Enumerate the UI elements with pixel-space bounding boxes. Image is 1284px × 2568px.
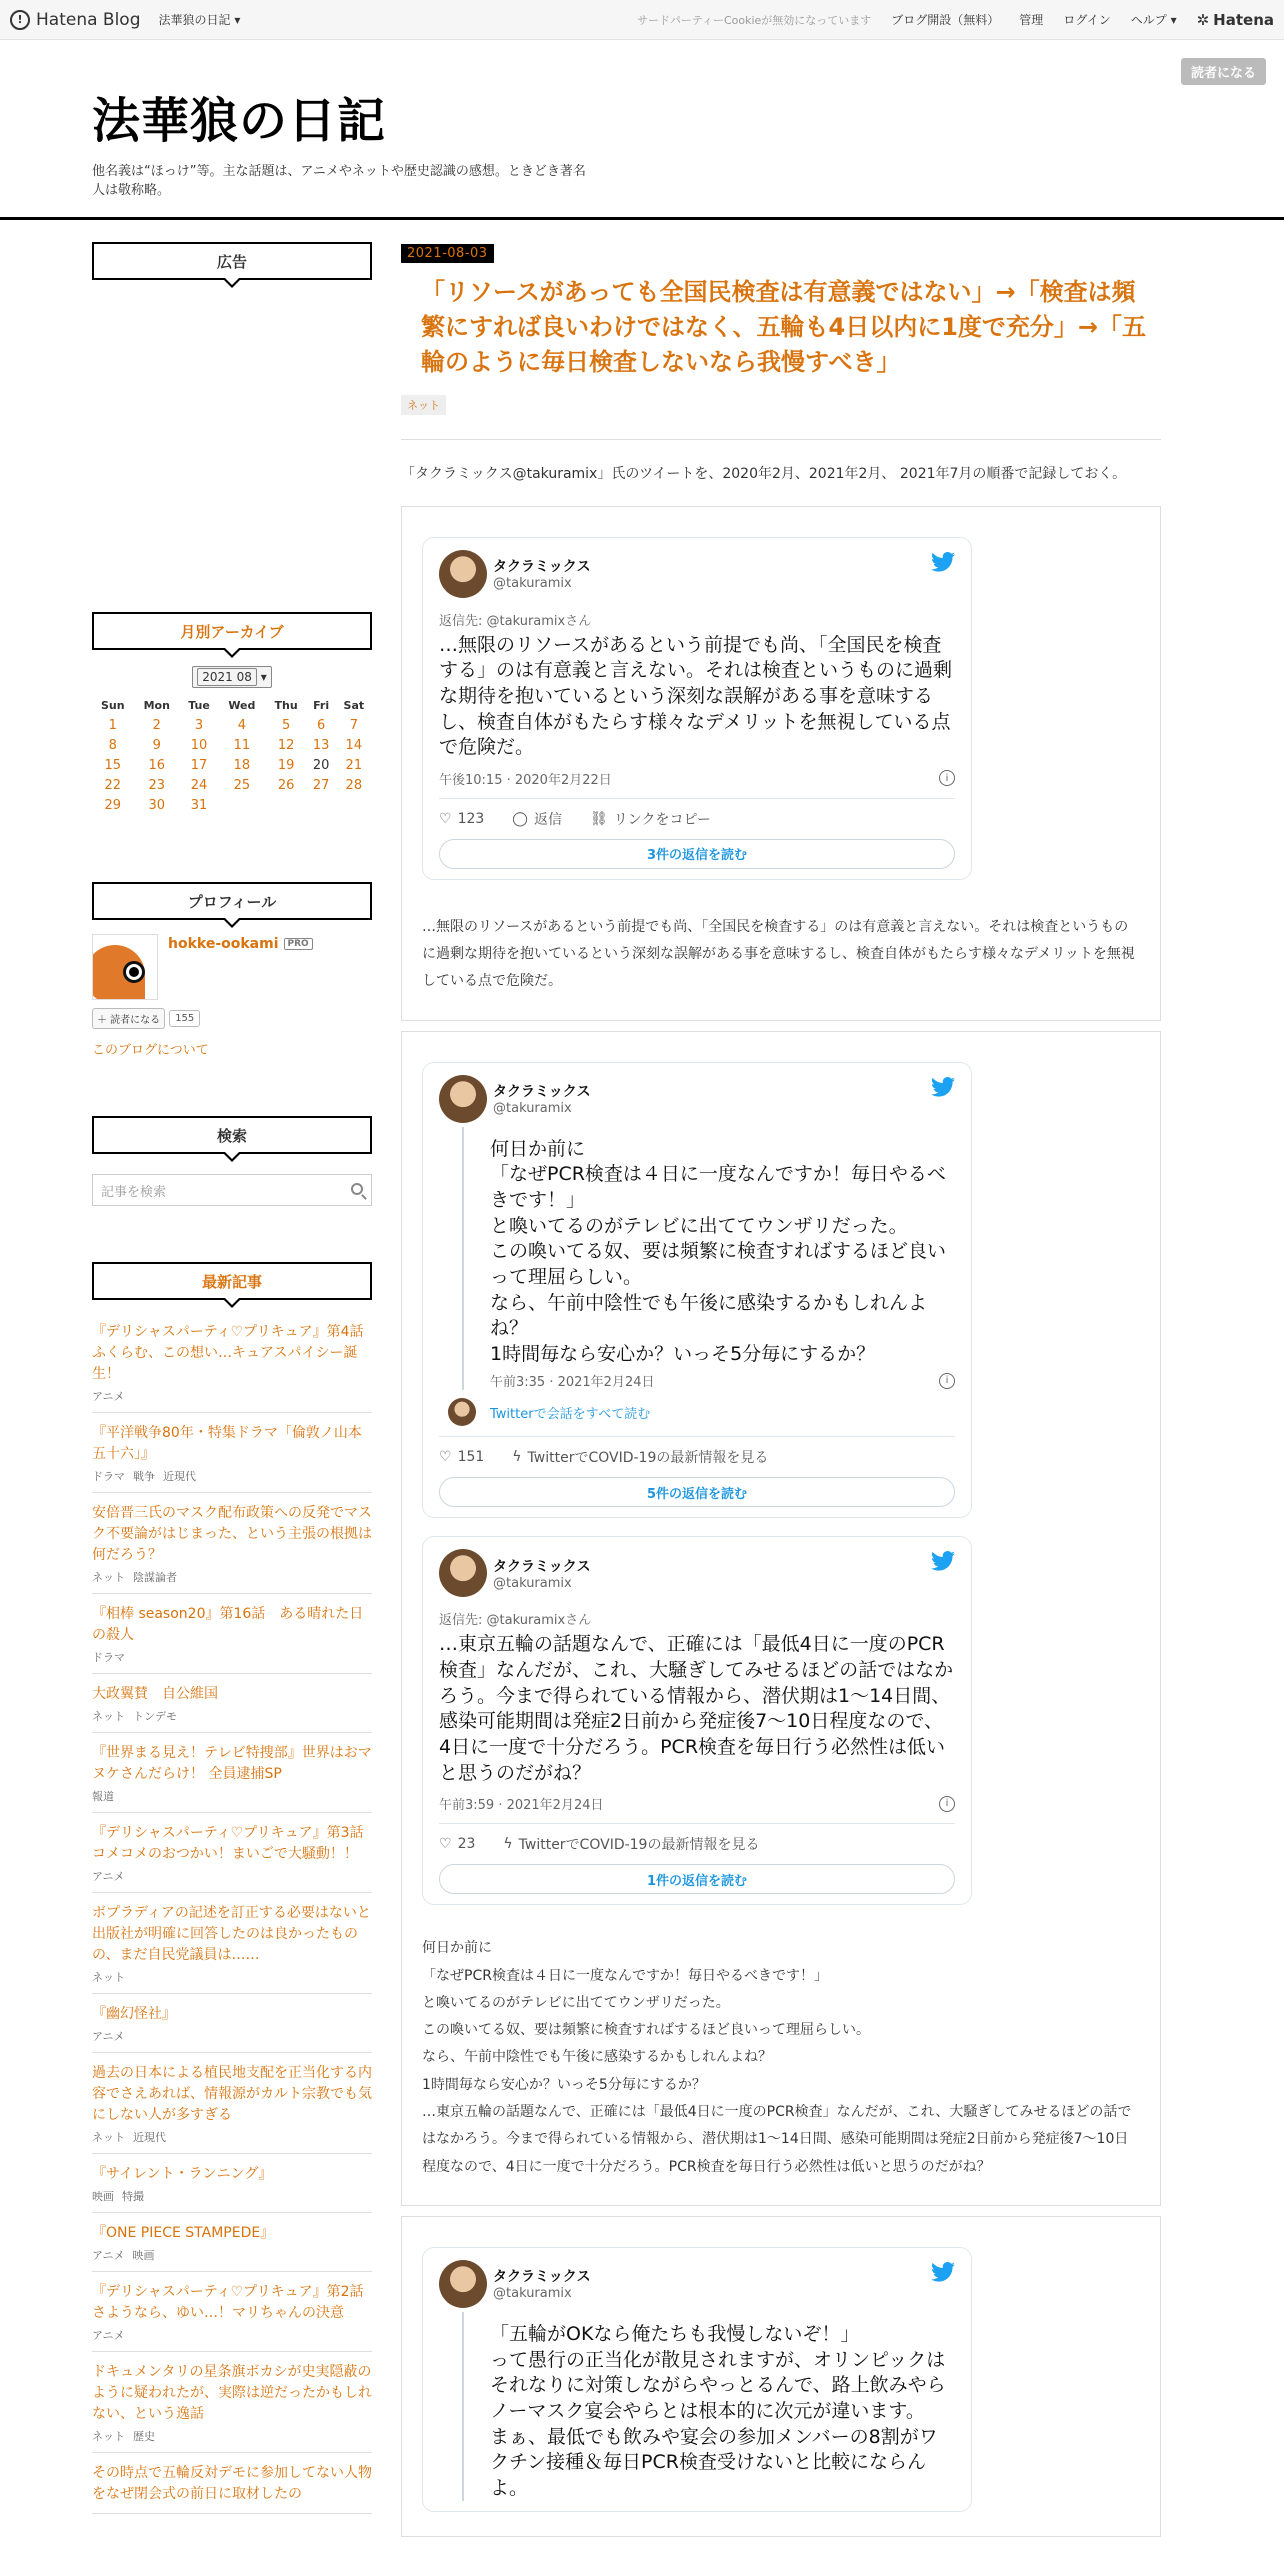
category-link[interactable]: ドラマ (92, 1470, 125, 1483)
recent-entry-link[interactable]: 大政翼賛 自公維国 (92, 1686, 218, 1702)
covid-info-label: TwitterでCOVID-19の最新情報を見る (527, 1450, 769, 1467)
tweet-author-name[interactable]: タクラミックス (493, 1084, 591, 1101)
tweet-thread (462, 2312, 955, 2501)
tweet-timestamp[interactable]: 午前3:35 · 2021年2月24日 (490, 1375, 655, 1391)
tweet-avatar[interactable] (439, 1075, 487, 1123)
tweet-quote-text: 何日か前に 「なぜPCR検査は４日に一度なんですか！毎日やるべきです！」 と喚いてるのがテレビに出ててウンザリだった。 この喚いてる奴、要は頻繁に検査すればするほど良いって理屈らしい。 なら、午前中陰性でも午後に感染するかもしれんよね？ 1時間毎なら安心か？いっそ5分毎にするか？ …東京五輪の話題なんで、正確には「最低4日に一度のPCR検査」なんだが、これ、大騒ぎしてみせるほどの話ではなかろう。今まで得られている情報から、潜伏期は1～14日間、感染可能期間は発症2日前から発症後7～10日程度なので、4日に一度で十分だろう。PCR検査を毎日行う必然性は低いと思うのだがね？ (422, 1940, 1132, 2175)
recent-entry-categories (92, 2327, 372, 2343)
tweet-author-handle[interactable]: @takuramix (493, 1101, 572, 1117)
calendar-weekday: Tue (188, 699, 210, 712)
copy-link-label: リンクをコピー (613, 811, 711, 828)
recent-entry-link[interactable]: 『世界まる見え！テレビ特捜部』世界はおマヌケさんだらけ！ 全員逮捕SP (92, 1745, 372, 1782)
info-icon[interactable]: i (939, 770, 955, 786)
recent-entry-categories (92, 1969, 372, 1985)
tweet-thread (462, 1127, 955, 1391)
tweet-author-name[interactable]: タクラミックス (493, 559, 591, 576)
recent-entry-categories (92, 2188, 372, 2204)
recent-entry-link[interactable]: 『デリシャスパーティ♡プリキュア』第4話 ふくらむ、この想い…キュアスパイシー誕生！ (92, 1324, 378, 1382)
archive-select-wrap (92, 666, 372, 688)
tweet-reply-to[interactable]: 返信先: @takuramixさん (439, 613, 592, 629)
category-link[interactable]: アニメ (92, 2249, 125, 2262)
like-action[interactable] (439, 811, 484, 827)
recent-entry-link[interactable]: 安倍晋三氏のマスク配布政策への反発でマスク不要論がはじまった、という主張の根拠は何だろう？ (92, 1505, 372, 1563)
open-blog-link[interactable]: ブログ開設（無料） (891, 13, 1000, 27)
tweet-avatar[interactable] (439, 2260, 487, 2308)
recent-entry-categories (92, 2129, 372, 2145)
quote-block (401, 1031, 1161, 2206)
category-link[interactable]: ネット (92, 1971, 125, 1984)
twitter-bird-icon[interactable] (931, 552, 955, 572)
calendar-day[interactable]: 6 (316, 717, 326, 733)
recent-entry-categories (92, 1569, 372, 1585)
caret-down-icon: ▾ (234, 13, 241, 27)
calendar-weekday: Thu (274, 699, 298, 712)
quote-block (401, 2216, 1161, 2537)
global-header-right (637, 11, 1274, 29)
copy-link-action[interactable] (590, 809, 711, 829)
list-item (92, 1413, 372, 1493)
hatena-link[interactable] (1197, 11, 1274, 29)
calendar-day[interactable]: 9 (152, 737, 161, 753)
calendar-day[interactable]: 2 (152, 717, 161, 733)
tweet-quote-text: …無限のリソースがあるという前提でも尚、「全国民を検査する」のは有意義と言えない。それは検査というものに過剰な期待を抱いているという深刻な誤解がある事を意味するし、検査自体がもたらす様々なデメリットを無視している点で危険だ。 (422, 918, 1135, 990)
subscribe-button[interactable]: 読者になる (1181, 58, 1266, 85)
profile-module-title: プロフィール (92, 882, 372, 920)
calendar-day[interactable]: 12 (277, 737, 295, 753)
recent-entry-categories (92, 1788, 372, 1804)
calendar-day[interactable]: 22 (104, 777, 122, 793)
calendar-day[interactable]: 19 (277, 757, 295, 773)
covid-info-action[interactable] (512, 1447, 768, 1467)
profile-card (92, 934, 372, 1000)
tweet-author-name[interactable]: タクラミックス (493, 2269, 591, 2286)
list-item (92, 1994, 372, 2053)
hatena-blog-logo[interactable] (10, 10, 141, 30)
heart-icon: ♡ (439, 1449, 452, 1466)
reply-action[interactable] (512, 809, 562, 829)
covid-info-action[interactable] (503, 1834, 759, 1854)
twitter-bird-icon[interactable] (931, 1077, 955, 1097)
tweet-author-handle[interactable]: @takuramix (493, 1575, 572, 1591)
help-menu[interactable] (1131, 11, 1177, 28)
heart-icon: ♡ (439, 810, 452, 827)
recent-entry-categories (92, 1708, 372, 1724)
recent-entry-link[interactable]: その時点で五輪反対デモに参加してない人物をなぜ閉会式の前日に取材したの (92, 2465, 372, 2502)
category-link[interactable]: アニメ (92, 2329, 125, 2342)
recent-entry-link[interactable]: 『デリシャスパーティ♡プリキュア』第3話 コメコメのおつかい！まいごで大騒動！！ (92, 1825, 378, 1862)
tweet-mini-avatar (448, 1398, 476, 1426)
list-item (92, 2352, 372, 2453)
archive-module (92, 612, 372, 815)
recent-entry-categories (92, 1649, 372, 1665)
search-module-title: 検索 (92, 1116, 372, 1154)
search-placeholder: 記事を検索 (101, 1184, 167, 1200)
calendar-day (336, 795, 372, 815)
embedded-tweet[interactable] (422, 2247, 972, 2512)
calendar-weekday: Mon (143, 699, 170, 712)
list-item (92, 2213, 372, 2272)
recent-entry-categories (92, 2247, 372, 2263)
calendar-weekday: Wed (228, 699, 256, 712)
main-article (401, 220, 1161, 2537)
ad-module (92, 242, 372, 280)
category-link[interactable]: 近現代 (133, 2131, 166, 2144)
recent-entry-categories (92, 1388, 372, 1404)
embedded-tweet[interactable] (422, 1536, 972, 1905)
tweet-author-handle[interactable]: @takuramix (493, 2286, 572, 2302)
like-action[interactable] (439, 1449, 484, 1465)
list-item (92, 2453, 372, 2514)
calendar-day[interactable]: 3 (194, 717, 204, 733)
tweet-avatar[interactable] (439, 550, 487, 598)
recent-entry-link[interactable]: ドキュメンタリの星条旗ボカシが史実隠蔽のように疑われたが、実際は逆だったかもしれない、という逸話 (92, 2364, 372, 2422)
recent-entry-link[interactable]: 『デリシャスパーティ♡プリキュア』第2話 さようなら、ゆい…！マリちゃんの決意 (92, 2284, 378, 2321)
calendar-day[interactable]: 29 (104, 797, 122, 813)
list-item (92, 2053, 372, 2154)
tweet-avatar[interactable] (439, 1549, 487, 1597)
category-link[interactable]: ドラマ (92, 1651, 125, 1664)
blog-name-text: 法華狼の日記 (158, 13, 231, 27)
calendar-weekday: Fri (313, 699, 330, 712)
blog-description: 他名義は“ほっけ”等。主な話題は、アニメやネットや歴史認識の感想。ときどき著名人は敬称略。 (92, 164, 586, 198)
about-blog-link[interactable]: このブログについて (92, 1043, 209, 1058)
calendar-day[interactable]: 14 (345, 737, 363, 753)
list-item (92, 1733, 372, 1813)
calendar-day[interactable]: 15 (104, 757, 122, 773)
tweet-timestamp[interactable]: 午後10:15 · 2020年2月22日 (439, 772, 612, 788)
recent-entry-link[interactable]: 『平洋戦争80年・特集ドラマ「倫敦ノ山本五十六」』 (92, 1425, 362, 1462)
calendar-day[interactable]: 4 (237, 717, 246, 733)
twitter-bird-icon[interactable] (931, 2262, 955, 2282)
pro-badge: PRO (284, 938, 313, 950)
covid-info-label: TwitterでCOVID-19の最新情報を見る (518, 1837, 760, 1854)
recent-entry-categories (92, 1868, 372, 1884)
calendar-day[interactable]: 21 (345, 757, 363, 773)
entry-divider (401, 439, 1161, 440)
category-link[interactable]: アニメ (92, 2030, 125, 2043)
global-header (0, 0, 1284, 40)
search-module (92, 1116, 372, 1206)
read-conversation-link[interactable] (439, 1398, 955, 1426)
recent-module (92, 1262, 378, 2514)
subscriber-count[interactable]: 155 (169, 1010, 200, 1027)
calendar-day: 20 (312, 757, 330, 773)
calendar-day[interactable]: 11 (233, 737, 251, 753)
like-count: 123 (457, 810, 485, 827)
tweet-separator (439, 1436, 955, 1437)
category-link[interactable]: 戦争 (133, 1470, 155, 1483)
category-link[interactable]: 近現代 (163, 1470, 196, 1483)
tweet-author-name[interactable]: タクラミックス (493, 1558, 591, 1575)
profile-avatar[interactable] (92, 934, 158, 1000)
archive-module-title: 月別アーカイブ (92, 612, 372, 650)
tweet-text: 何日か前に 「なぜPCR検査は４日に一度なんですか！毎日やるべきです！」 と喚いてるのがテレビに出ててウンザリだった。 この喚いてる奴、要は頻繁に検査すればするほど良いって理屈らしい。 なら、午前中陰性でも午後に感染するかもしれんよね？ 1時間毎なら安心か？いっそ5分毎にするか？ (490, 1137, 947, 1365)
calendar-day[interactable]: 17 (190, 757, 208, 773)
profile-module (92, 882, 372, 1058)
like-count: 23 (457, 1836, 476, 1853)
entry-intro: 「タクラミックス@takuramix」氏のツイートを、2020年2月、2021年2月、 2021年7月の順番で記録しておく。 (401, 466, 1127, 483)
calendar-day[interactable]: 7 (349, 717, 358, 733)
entry-category[interactable]: ネット (401, 395, 446, 415)
list-item (92, 1320, 378, 1413)
tweet-author-handle[interactable]: @takuramix (493, 576, 572, 592)
blog-title[interactable]: 法華狼の日記 (92, 93, 387, 149)
blog-name-menu[interactable] (159, 11, 241, 28)
like-action[interactable] (439, 1836, 475, 1852)
category-link[interactable]: 映画 (132, 2249, 155, 2262)
speech-bubble-icon: ◯ (512, 810, 528, 827)
list-item (92, 1674, 372, 1733)
calendar-day (266, 795, 307, 815)
archive-calendar (92, 696, 372, 815)
category-link[interactable]: 陰謀論者 (133, 1571, 177, 1584)
tweet-reply-to[interactable]: 返信先: @takuramixさん (439, 1613, 592, 1629)
calendar-day[interactable]: 30 (148, 797, 166, 813)
calendar-day[interactable]: 8 (108, 737, 117, 753)
tweet-text: 「五輪がOKなら俺たちも我慢しないぞ！」 って愚行の正当化が散見されますが、オリンピックはそれなりに対策しながらやっとるんで、路上飲みやらノーマスク宴会やらとは根本的に次元が違います。 まぁ、最低でも飲みや宴会の参加メンバーの8割がワクチン接種＆毎日PCR検査受けないと比較にならんよ。 (490, 2322, 946, 2499)
calendar-day[interactable]: 16 (148, 757, 166, 773)
tweet-timestamp[interactable]: 午前3:59 · 2021年2月24日 (439, 1798, 604, 1814)
search-input[interactable] (92, 1174, 372, 1206)
lightning-icon: ϟ (512, 1449, 522, 1466)
caret-down-icon: ▾ (1170, 13, 1177, 27)
list-item (92, 1813, 378, 1893)
embedded-tweet[interactable] (422, 537, 972, 880)
calendar-day[interactable]: 10 (190, 737, 208, 753)
wolf-eye (123, 961, 145, 983)
tweet-text: …無限のリソースがあるという前提でも尚、「全国民を検査する」のは有意義と言えない。それは検査というものに過剰な期待を抱いているという深刻な誤解がある事を意味するし、検査自体がもたらす様々なデメリットを無視している点で危険だ。 (439, 633, 953, 759)
entry-title[interactable]: 「リソースがあっても全国民検査は有意義ではない」→「検査は頻繁にすれば良いわけではなく、五輪も4日以内に1度で充分」→「五輪のように毎日検査しないなら我慢すべき」 (421, 278, 1147, 376)
calendar-day[interactable]: 18 (233, 757, 251, 773)
category-link[interactable]: 特撮 (122, 2190, 144, 2203)
list-item (92, 1893, 372, 1994)
category-link[interactable]: ネット (92, 1571, 125, 1584)
recent-list (92, 1320, 378, 2514)
calendar-day[interactable]: 25 (233, 777, 251, 793)
hatena-link-label: Hatena (1213, 10, 1274, 29)
list-item (92, 1594, 372, 1674)
hatena-sparkle-icon: ✲ (1196, 10, 1210, 29)
cookie-notice: サードパーティーCookieが無効になっています (637, 13, 872, 27)
blog-header (0, 40, 1284, 220)
archive-select-value: 2021 08 (197, 668, 257, 686)
calendar-day (307, 795, 336, 815)
calendar-day[interactable]: 31 (190, 797, 208, 813)
category-link[interactable]: ネット (92, 2430, 125, 2443)
recent-entry-link[interactable]: 『幽幻怪社』 (92, 2006, 176, 2022)
calendar-day[interactable]: 5 (281, 717, 291, 733)
profile-name-link[interactable]: hokke-ookami (168, 936, 279, 952)
ad-module-title: 広告 (92, 242, 372, 280)
help-label: ヘルプ (1130, 13, 1167, 27)
hatena-blog-logo-text: Hatena Blog (36, 9, 141, 30)
reply-label: 返信 (533, 811, 562, 828)
entry-date[interactable]: 2021-08-03 (401, 244, 494, 263)
recent-entry-link[interactable]: 『ONE PIECE STAMPEDE』 (92, 2225, 275, 2241)
twitter-bird-icon[interactable] (931, 1551, 955, 1571)
archive-month-select[interactable]: 2021 08 ▾ (192, 666, 271, 688)
recent-entry-link[interactable]: ボプラディアの記述を訂正する必要はないと出版社が明確に回答したのは良かったものの、まだ自民党議員は…… (92, 1905, 371, 1963)
recent-entry-link[interactable]: 『サイレント・ランニング』 (92, 2166, 273, 2182)
calendar-day[interactable]: 13 (312, 737, 330, 753)
category-link[interactable]: ネット (92, 1710, 125, 1723)
tweet-separator (439, 798, 955, 799)
read-replies-button[interactable]: 5件の返信を読む (439, 1477, 955, 1507)
calendar-day[interactable]: 23 (148, 777, 166, 793)
calendar-weekday: Sun (100, 699, 125, 712)
list-item (92, 1493, 372, 1594)
read-replies-button[interactable]: 3件の返信を読む (439, 839, 955, 869)
list-item (92, 2272, 378, 2352)
category-link[interactable]: トンデモ (133, 1710, 177, 1723)
info-icon[interactable]: i (939, 1373, 955, 1389)
info-icon[interactable]: i (939, 1796, 955, 1812)
heart-icon: ♡ (439, 1836, 452, 1853)
link-icon: ⛓ (589, 810, 608, 827)
category-link[interactable]: アニメ (92, 1390, 125, 1403)
subscribe-row (92, 1008, 372, 1029)
recent-entry-link[interactable]: 『相棒 season20』第16話 ある晴れた日の殺人 (92, 1606, 364, 1643)
read-conversation-label: Twitterで会話をすべて読む (490, 1406, 651, 1422)
like-count: 151 (457, 1449, 485, 1466)
tweet-separator (439, 1823, 955, 1824)
subscribe-small-button[interactable]: ＋ 読者になる (92, 1008, 165, 1029)
recent-entry-link[interactable]: 過去の日本による植民地支配を正当化する内容でさえあれば、情報源がカルト宗教でも気にしない人が多すぎる (92, 2065, 372, 2123)
category-link[interactable]: ネット (92, 2131, 125, 2144)
calendar-day[interactable]: 24 (190, 777, 208, 793)
quote-block (401, 506, 1161, 1021)
calendar-day[interactable]: 26 (277, 777, 295, 793)
login-link[interactable]: ログイン (1063, 13, 1111, 27)
category-link[interactable]: 歴史 (133, 2430, 155, 2443)
category-link[interactable]: 報道 (92, 1790, 114, 1803)
calendar-day[interactable]: 27 (312, 777, 330, 793)
recent-module-title: 最新記事 (92, 1262, 372, 1300)
admin-link[interactable]: 管理 (1019, 13, 1044, 27)
tweet-text: …東京五輪の話題なんで、正確には「最低4日に一度のPCR検査」なんだが、これ、大騒ぎしてみせるほどの話ではなかろう。今まで得られている情報から、潜伏期は1～14日間、感染可能期間は発症2日前から発症後7～10日程度なので、4日に一度で十分だろう。PCR検査を毎日行う必然性は低いと思うのだがね？ (439, 1633, 954, 1784)
read-replies-button[interactable]: 1件の返信を読む (439, 1864, 955, 1894)
recent-entry-categories (92, 2428, 372, 2444)
calendar-day[interactable]: 28 (345, 777, 363, 793)
calendar-day[interactable]: 1 (108, 717, 117, 733)
calendar-day (218, 795, 266, 815)
embedded-tweet[interactable] (422, 1062, 972, 1519)
calendar-weekday: Sat (343, 699, 365, 712)
category-link[interactable]: アニメ (92, 1870, 125, 1883)
list-item (92, 2154, 372, 2213)
hatena-logo-icon: ! (10, 10, 30, 30)
recent-entry-categories (92, 1468, 372, 1484)
recent-entry-categories (92, 2028, 372, 2044)
category-link[interactable]: 映画 (92, 2190, 114, 2203)
lightning-icon: ϟ (503, 1836, 513, 1853)
search-icon[interactable] (351, 1183, 363, 1195)
